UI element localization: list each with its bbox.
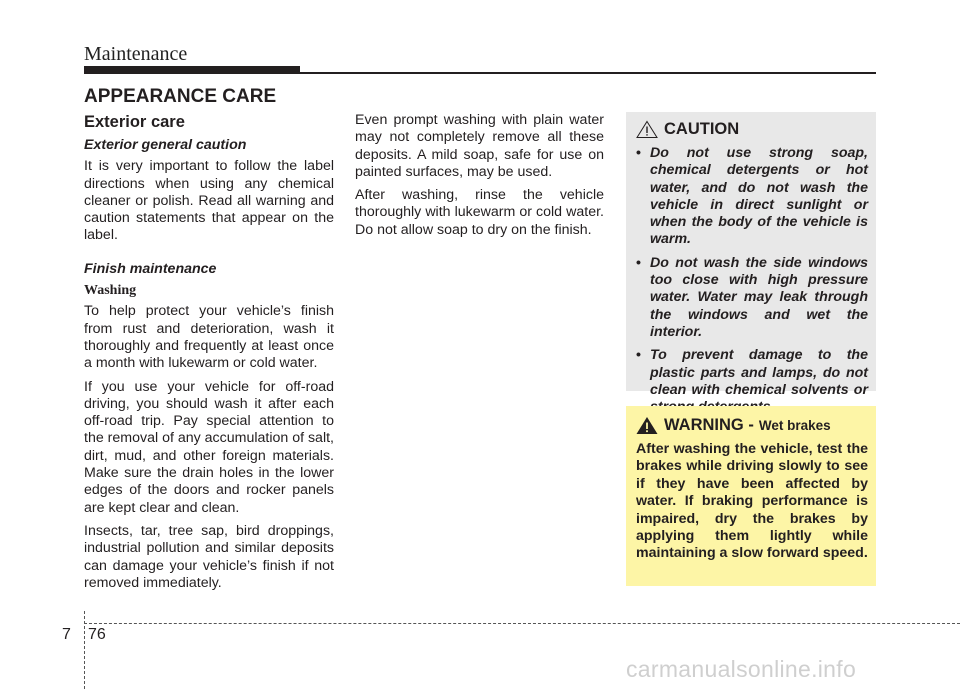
middle-column xyxy=(355,112,604,245)
section-title: APPEARANCE CARE xyxy=(84,86,277,107)
caution-title: CAUTION xyxy=(664,120,740,138)
chapter-number: 7 xyxy=(62,626,71,643)
exterior-care-heading: Exterior care xyxy=(84,113,185,131)
middle-paragraph-1: Even prompt washing with plain water may not completely remove all these deposits. A mild soap, safe for use on painted surfaces, may be used. xyxy=(355,112,604,180)
warning-subtitle: Wet brakes xyxy=(758,418,831,433)
middle-paragraph-2: After washing, rinse the vehicle thoroughly with lukewarm or cold water. Do not allow soap to dry on the finish. xyxy=(355,187,604,238)
footer-rule xyxy=(84,623,960,624)
warning-text: After washing the vehicle, test the brakes while driving slowly to see if they have been affected by water. If braking performance is impaired, dry the brakes by applying them lightly while maintaining a slow forward speed. xyxy=(636,441,868,562)
general-caution-subheading: Exterior general caution xyxy=(84,137,247,153)
general-caution-paragraph: It is very important to follow the label directions when using any chemical cleaner or polish. Read all warning and caution statements that appear on the label. xyxy=(84,158,334,244)
washing-subheading: Washing xyxy=(84,283,137,299)
left-column xyxy=(84,112,334,598)
finish-maintenance-subheading: Finish maintenance xyxy=(84,260,217,277)
caution-item: • Do not use strong soap, chemical detergents or hot water, and do not wash the vehicle in direct sunlight or when the body of the vehicle is warm. xyxy=(636,145,868,249)
caution-item: • Do not wash the side windows too close with high pressure water. Water may leak through the windows and wet the interior. xyxy=(636,255,868,341)
page-number: 76 xyxy=(88,626,106,643)
header-rule xyxy=(84,72,876,74)
washing-paragraph-2: If you use your vehicle for off-road driving, you should wash it after each off-road trip. Pay special attention to the removal of any accumulation of salt, dirt, mud, and other foreign materials. Make sure the drain holes in the lower edges of the doors and rocker panels are kept clear and clean. xyxy=(84,378,334,516)
warning-title: WARNING - xyxy=(664,416,754,434)
warning-header xyxy=(636,416,868,435)
watermark-text: carmanualsonline.info xyxy=(626,656,857,682)
warning-triangle-icon xyxy=(636,416,658,435)
chapter-title: Maintenance xyxy=(84,43,188,65)
washing-paragraph-1: To help protect your vehicle’s finish from rust and deterioration, wash it thoroughly and frequently at least once a month with lukewarm or cold water. xyxy=(84,303,334,372)
caution-list xyxy=(636,145,868,416)
washing-paragraph-3: Insects, tar, tree sap, bird droppings, industrial pollution and similar deposits can damage your vehicle’s finish if not removed immediately. xyxy=(84,522,334,591)
warning-box xyxy=(626,406,876,586)
footer-divider xyxy=(84,611,85,689)
caution-item: • To prevent damage to the plastic parts and lamps, do not clean with chemical solvents or xyxy=(636,347,868,416)
caution-triangle-icon xyxy=(636,120,658,139)
caution-header xyxy=(636,120,868,139)
caution-box xyxy=(626,112,876,398)
